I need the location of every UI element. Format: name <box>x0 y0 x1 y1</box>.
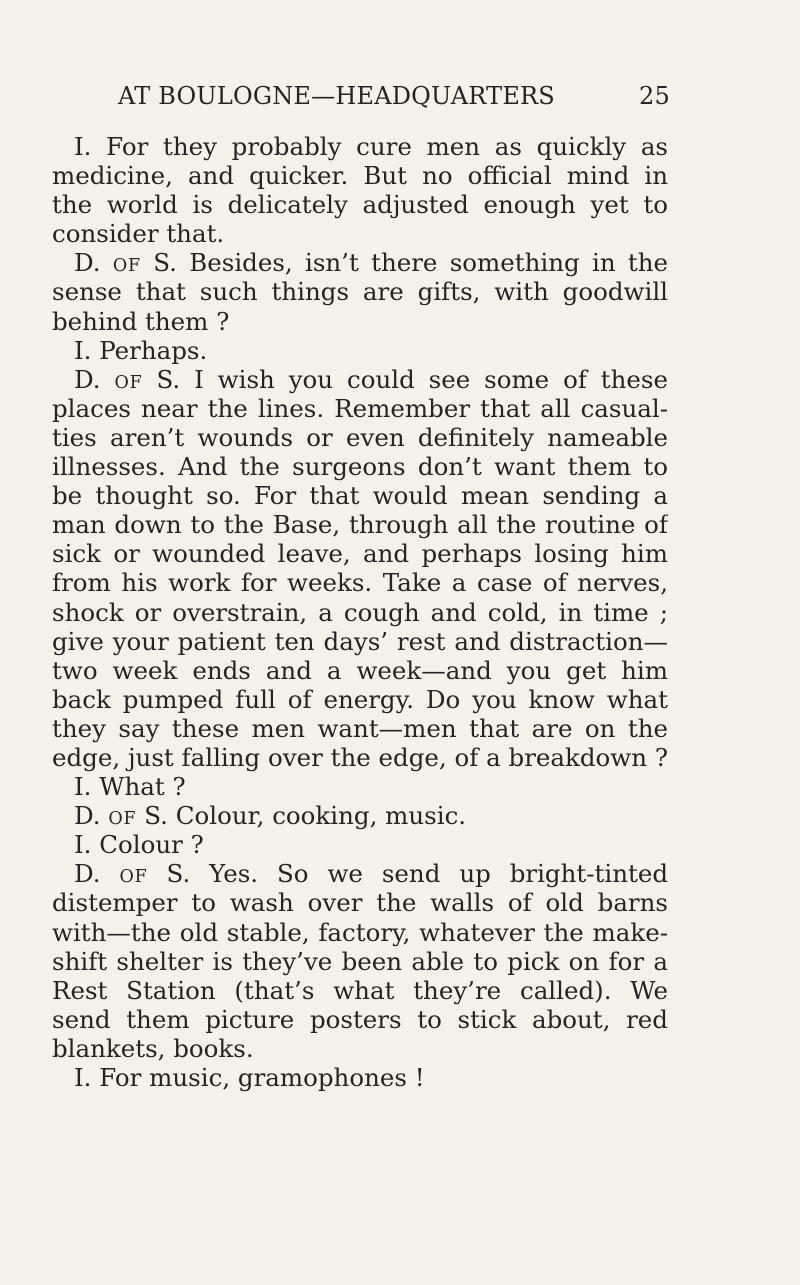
speaker-initial: I. <box>74 772 92 802</box>
speaker-of: OF <box>108 809 137 830</box>
running-head <box>118 82 670 122</box>
text-line <box>52 510 668 539</box>
line-text: For they probably cure men as quickly as <box>106 132 668 161</box>
line-text: back pumped full of energy. Do you know what <box>52 684 668 714</box>
dialogue-text <box>52 132 668 1092</box>
line-text: For music, gramophones ! <box>99 1063 425 1092</box>
speaker-label <box>74 830 91 859</box>
line-text: man down to the Base, through all the routine of <box>52 510 668 540</box>
text-line <box>52 336 668 365</box>
line-text: sense that such things are gifts, with goodwill <box>52 277 668 307</box>
text-line <box>52 539 668 568</box>
line-text: What ? <box>99 772 186 802</box>
speaker-label <box>74 336 91 365</box>
text-line <box>52 1005 668 1034</box>
text-line <box>52 394 668 423</box>
text-line <box>52 743 668 772</box>
speaker-initial: I. <box>74 830 92 860</box>
speaker-initial: I. <box>74 1063 92 1092</box>
text-line <box>52 568 668 597</box>
text-line <box>52 801 668 830</box>
text-line <box>52 307 668 336</box>
text-line <box>52 947 668 976</box>
running-head-title: AT BOULOGNE—HEADQUARTERS <box>118 82 555 110</box>
line-text: sick or wounded leave, and perhaps losing him <box>52 539 668 569</box>
speaker-label <box>74 1063 91 1092</box>
line-text: Colour, cooking, music. <box>175 801 467 831</box>
line-text: edge, just falling over the edge, of a breakdown ? <box>52 742 668 772</box>
text-line <box>52 976 668 1005</box>
line-text: Colour ? <box>99 830 204 860</box>
speaker-of: OF <box>112 256 141 277</box>
speaker-initial: D. <box>74 248 101 278</box>
line-text: distemper to wash over the walls of old barns <box>52 888 668 918</box>
text-line <box>52 1034 668 1063</box>
text-line <box>52 772 668 801</box>
text-line <box>52 365 668 394</box>
line-text: Perhaps. <box>99 335 208 365</box>
speaker-of: OF <box>119 867 148 888</box>
line-text: two week ends and a week—and you get him <box>52 655 668 685</box>
speaker-label <box>74 772 91 801</box>
speaker-of: OF <box>114 372 143 393</box>
line-text: shift shelter is they’ve been able to pick on for a <box>52 946 668 976</box>
text-line <box>52 452 668 481</box>
text-line <box>52 481 668 510</box>
speaker-initial: D. <box>74 859 101 889</box>
speaker-initial: D. <box>74 364 101 394</box>
text-line <box>52 714 668 743</box>
speaker-suffix: S. <box>144 801 168 831</box>
line-text: they say these men want—men that are on the <box>52 713 668 743</box>
speaker-initial: D. <box>74 801 101 831</box>
text-line <box>52 888 668 917</box>
text-line <box>52 190 668 219</box>
line-text: medicine, and quicker. But no official mind in <box>52 161 668 191</box>
text-line <box>52 627 668 656</box>
line-text: Yes. So we send up bright-tinted <box>209 859 668 889</box>
line-text: Besides, isn’t there something in the <box>189 248 668 278</box>
line-text: Rest Station (that’s what they’re called). We <box>52 975 668 1005</box>
line-text: blankets, books. <box>52 1033 254 1063</box>
speaker-initial: I. <box>74 132 92 161</box>
speaker-label <box>74 365 180 394</box>
text-line <box>52 918 668 947</box>
text-line <box>52 656 668 685</box>
line-text: give your patient ten days’ rest and distraction— <box>52 626 668 656</box>
text-line <box>52 859 668 888</box>
text-line <box>52 161 668 190</box>
line-text: consider that. <box>52 219 225 249</box>
text-line <box>52 277 668 306</box>
line-text: ties aren’t wounds or even definitely nameable <box>52 422 668 452</box>
speaker-label <box>74 132 91 161</box>
line-text: places near the lines. Remember that all casual- <box>52 393 668 423</box>
speaker-label <box>74 248 177 277</box>
text-line <box>52 685 668 714</box>
speaker-label <box>74 859 190 888</box>
page-number: 25 <box>639 82 670 110</box>
line-text: be thought so. For that would mean sending a <box>52 481 668 511</box>
line-text: illnesses. And the surgeons don’t want them to <box>52 452 668 482</box>
speaker-initial: I. <box>74 335 92 365</box>
line-text: the world is delicately adjusted enough yet to <box>52 190 668 220</box>
speaker-suffix: S. <box>166 859 191 889</box>
line-text: I wish you could see some of these <box>194 364 668 394</box>
line-text: with—the old stable, factory, whatever the make- <box>52 917 668 947</box>
text-line <box>52 248 668 277</box>
text-line <box>52 830 668 859</box>
text-line <box>52 219 668 248</box>
text-line <box>52 598 668 627</box>
line-text: shock or overstrain, a cough and cold, in time ; <box>52 597 668 627</box>
speaker-label <box>74 801 168 830</box>
text-line <box>52 1063 668 1092</box>
speaker-suffix: S. <box>156 364 181 394</box>
line-text: send them picture posters to stick about, red <box>52 1004 668 1034</box>
line-text: behind them ? <box>52 306 230 336</box>
line-text: from his work for weeks. Take a case of nerves, <box>52 568 668 598</box>
text-line <box>52 132 668 161</box>
speaker-suffix: S. <box>153 248 177 278</box>
text-line <box>52 423 668 452</box>
